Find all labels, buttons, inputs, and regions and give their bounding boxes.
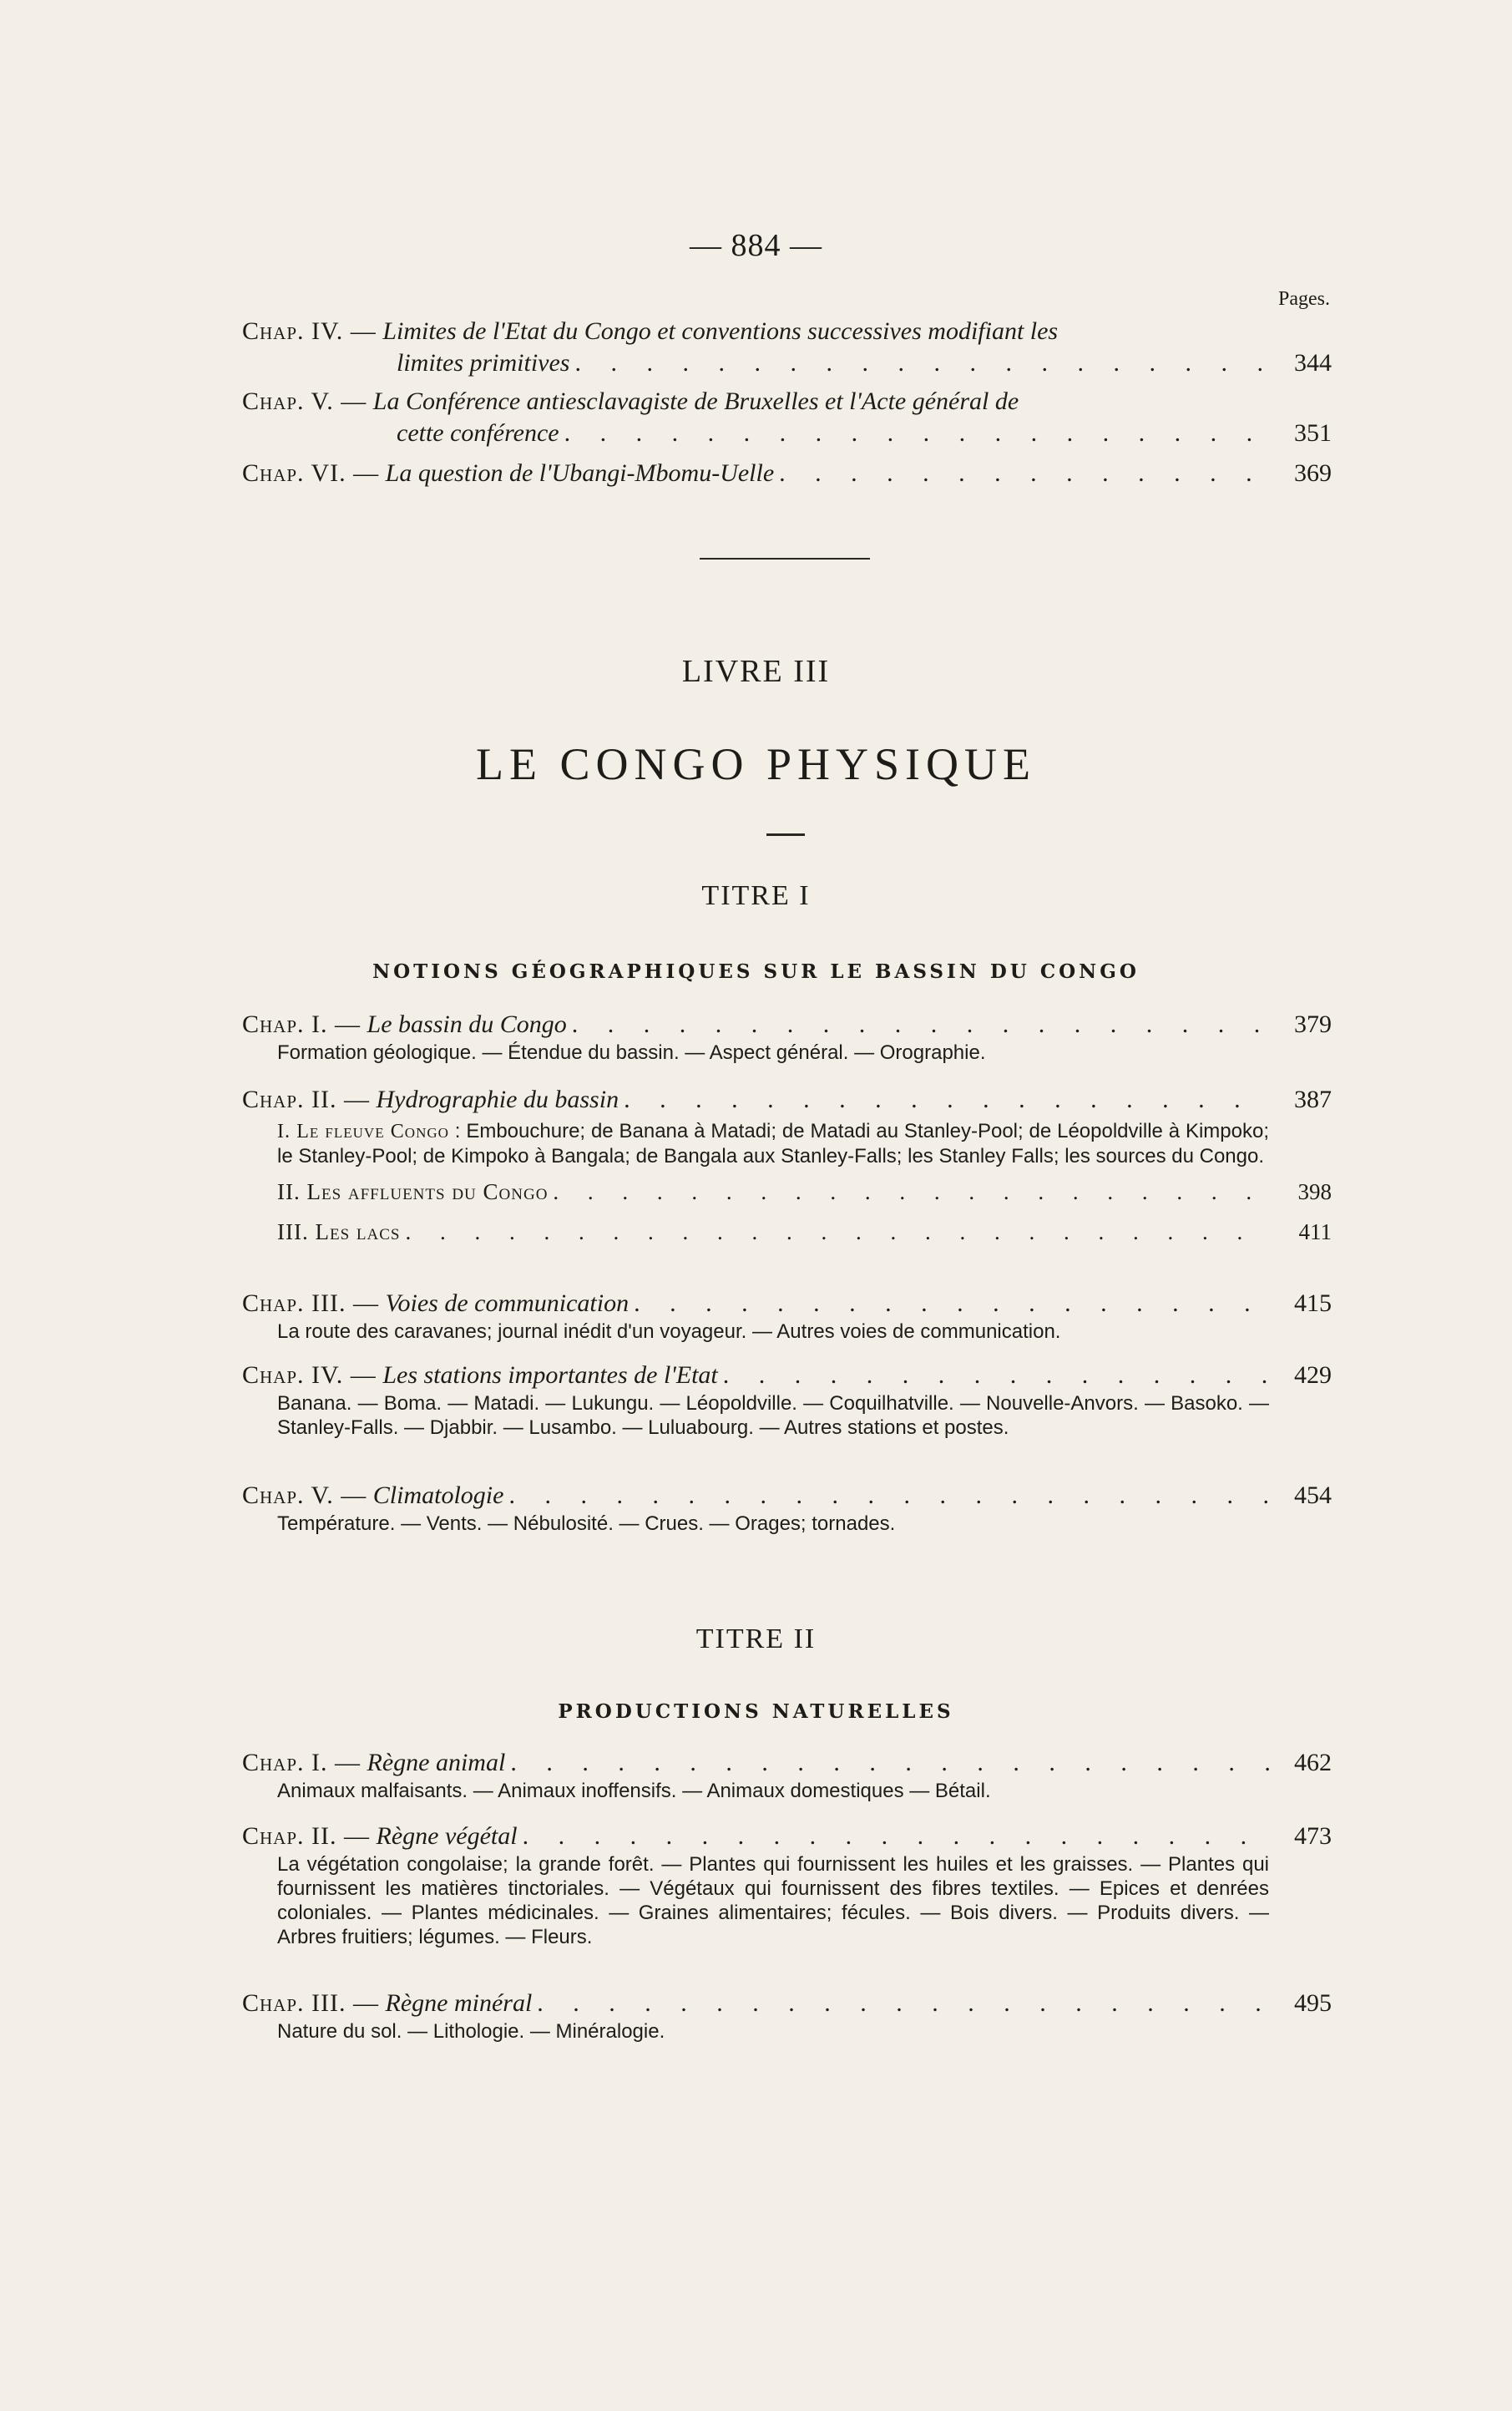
page-ref: 398 — [1297, 1179, 1332, 1204]
chapter-title-continued: limites primitives — [397, 349, 570, 377]
subsection-text: : Embouchure; de Banana à Matadi; de Matadi au Stanley-Pool; de Léopoldville à Kimpoko; le Stanley-Pool; de Kimpoko à Bangala; de Bangala aux Stanley-Falls; les Stanley Falls; les sources du Congo. — [277, 1120, 1269, 1168]
toc-entry[interactable] — [242, 1747, 1332, 1803]
toc-entry[interactable] — [242, 1821, 1332, 1949]
toc-entry[interactable] — [242, 1480, 1332, 1536]
page-ref: 369 — [1294, 459, 1332, 487]
part-label: TITRE II — [695, 1623, 817, 1654]
toc-entry[interactable] — [242, 1084, 1332, 1245]
chapter-label: Chap. II. — — [242, 1086, 371, 1113]
chapter-title: La question de l'Ubangi-Mbomu-Uelle — [385, 459, 775, 487]
toc-entry[interactable] — [242, 458, 1332, 489]
chapter-title: Le bassin du Congo — [367, 1010, 567, 1038]
book-title: LE CONGO PHYSIQUE — [476, 739, 1036, 789]
chapter-summary: Animaux malfaisants. — Animaux inoffensifs. — Animaux domestiques — Bétail. — [277, 1780, 991, 1802]
toc-entry[interactable] — [242, 1988, 1332, 2044]
page-ref: 351 — [1294, 419, 1332, 447]
page-ref: 344 — [1294, 349, 1332, 377]
chapter-label: Chap. V. — — [242, 387, 367, 415]
subsection-label: I. Le fleuve Congo — [277, 1121, 449, 1142]
pages-column-label: Pages. — [1278, 288, 1330, 310]
leader-dots — [553, 1178, 1272, 1205]
toc-entry[interactable] — [242, 1360, 1332, 1440]
leader-dots — [572, 1009, 1272, 1041]
page-ref: 411 — [1298, 1219, 1332, 1244]
short-rule — [766, 833, 805, 836]
toc-entry[interactable] — [242, 1009, 1332, 1065]
leader-dots — [537, 1988, 1272, 2019]
part-heading: NOTIONS GÉOGRAPHIQUES SUR LE BASSIN DU CONGO — [372, 960, 1140, 983]
page-ref: 473 — [1294, 1822, 1332, 1850]
chapter-label: Chap. V. — — [242, 1482, 367, 1509]
leader-dots — [564, 418, 1272, 449]
chapter-summary: Formation géologique. — Étendue du bassin. — Aspect général. — Orographie. — [277, 1041, 986, 1064]
book-number: LIVRE III — [681, 654, 831, 689]
page-ref: 454 — [1294, 1482, 1332, 1509]
leader-dots — [574, 347, 1272, 379]
subsection-summary — [242, 1119, 1332, 1168]
chapter-title: Règne minéral — [385, 1989, 533, 2017]
toc-entry[interactable] — [242, 386, 1332, 449]
chapter-label: Chap. VI. — — [242, 459, 380, 487]
chapter-title: Règne végétal — [376, 1822, 518, 1850]
leader-dots — [779, 458, 1272, 489]
chapter-label: Chap. I. — — [242, 1749, 362, 1776]
chapter-title-continued: cette conférence — [397, 419, 559, 447]
part-label: TITRE I — [701, 880, 811, 911]
chapter-title: Voies de communication — [385, 1289, 630, 1317]
chapter-label: Chap. III. — — [242, 1989, 379, 2017]
leader-dots — [723, 1360, 1272, 1391]
chapter-summary: La route des caravanes; journal inédit d'un voyageur. — Autres voies de communication. — [277, 1320, 1061, 1343]
chapter-summary: Banana. — Boma. — Matadi. — Lukungu. — Léopoldville. — Coquilhatville. — Nouvelle-Anvors. — Basoko. — Stanley-Falls. — Djabbir. — Lusambo. — Luluabourg. — Autres stations et postes. — [277, 1392, 1269, 1439]
toc-entry[interactable] — [242, 316, 1332, 379]
page-ref: 379 — [1294, 1010, 1332, 1038]
chapter-label: Chap. III. — — [242, 1289, 379, 1317]
chapter-label: Chap. IV. — — [242, 317, 377, 345]
chapter-title: Climatologie — [372, 1482, 504, 1509]
section-divider — [700, 558, 870, 560]
page-number: — 884 — — [690, 228, 822, 263]
page-ref: 462 — [1294, 1749, 1332, 1776]
chapter-title: La Conférence antiesclavagiste de Bruxelles et l'Acte général de — [372, 387, 1019, 415]
subsection-label: II. Les affluents du Congo — [277, 1179, 549, 1204]
leader-dots — [508, 1480, 1272, 1512]
leader-dots — [405, 1218, 1272, 1245]
part-heading: PRODUCTIONS NATURELLES — [558, 1700, 954, 1723]
chapter-summary: Température. — Vents. — Nébulosité. — Crues. — Orages; tornades. — [277, 1512, 896, 1535]
toc-entry[interactable] — [242, 1288, 1332, 1344]
page-ref: 415 — [1294, 1289, 1332, 1317]
chapter-summary: Nature du sol. — Lithologie. — Minéralogie. — [277, 2020, 665, 2043]
chapter-title: Règne animal — [367, 1749, 506, 1776]
chapter-title: Les stations importantes de l'Etat — [382, 1361, 718, 1389]
page-ref: 495 — [1294, 1989, 1332, 2017]
leader-dots — [634, 1288, 1272, 1319]
leader-dots — [624, 1084, 1272, 1116]
chapter-title: Limites de l'Etat du Congo et conventions successives modifiant les — [382, 317, 1059, 345]
page-ref: 429 — [1294, 1361, 1332, 1389]
chapter-label: Chap. IV. — — [242, 1361, 377, 1389]
chapter-label: Chap. II. — — [242, 1822, 371, 1850]
subsection-label: III. Les lacs — [277, 1219, 401, 1244]
chapter-label: Chap. I. — — [242, 1010, 362, 1038]
chapter-summary: La végétation congolaise; la grande forêt. — Plantes qui fournissent les huiles et les graisses. — Plantes qui fournissent les matières tinctoriales. — Végétaux qui fournissent des fibres textiles. — Epices et denrées coloniales. — Plantes médicinales. — Graines alimentaires; fécules. — Bois divers. — Produits divers. — Arbres fruitiers; légumes. — Fleurs. — [277, 1853, 1269, 1948]
chapter-title: Hydrographie du bassin — [376, 1086, 619, 1113]
leader-dots — [510, 1747, 1272, 1779]
leader-dots — [523, 1821, 1272, 1852]
page-ref: 387 — [1294, 1086, 1332, 1113]
